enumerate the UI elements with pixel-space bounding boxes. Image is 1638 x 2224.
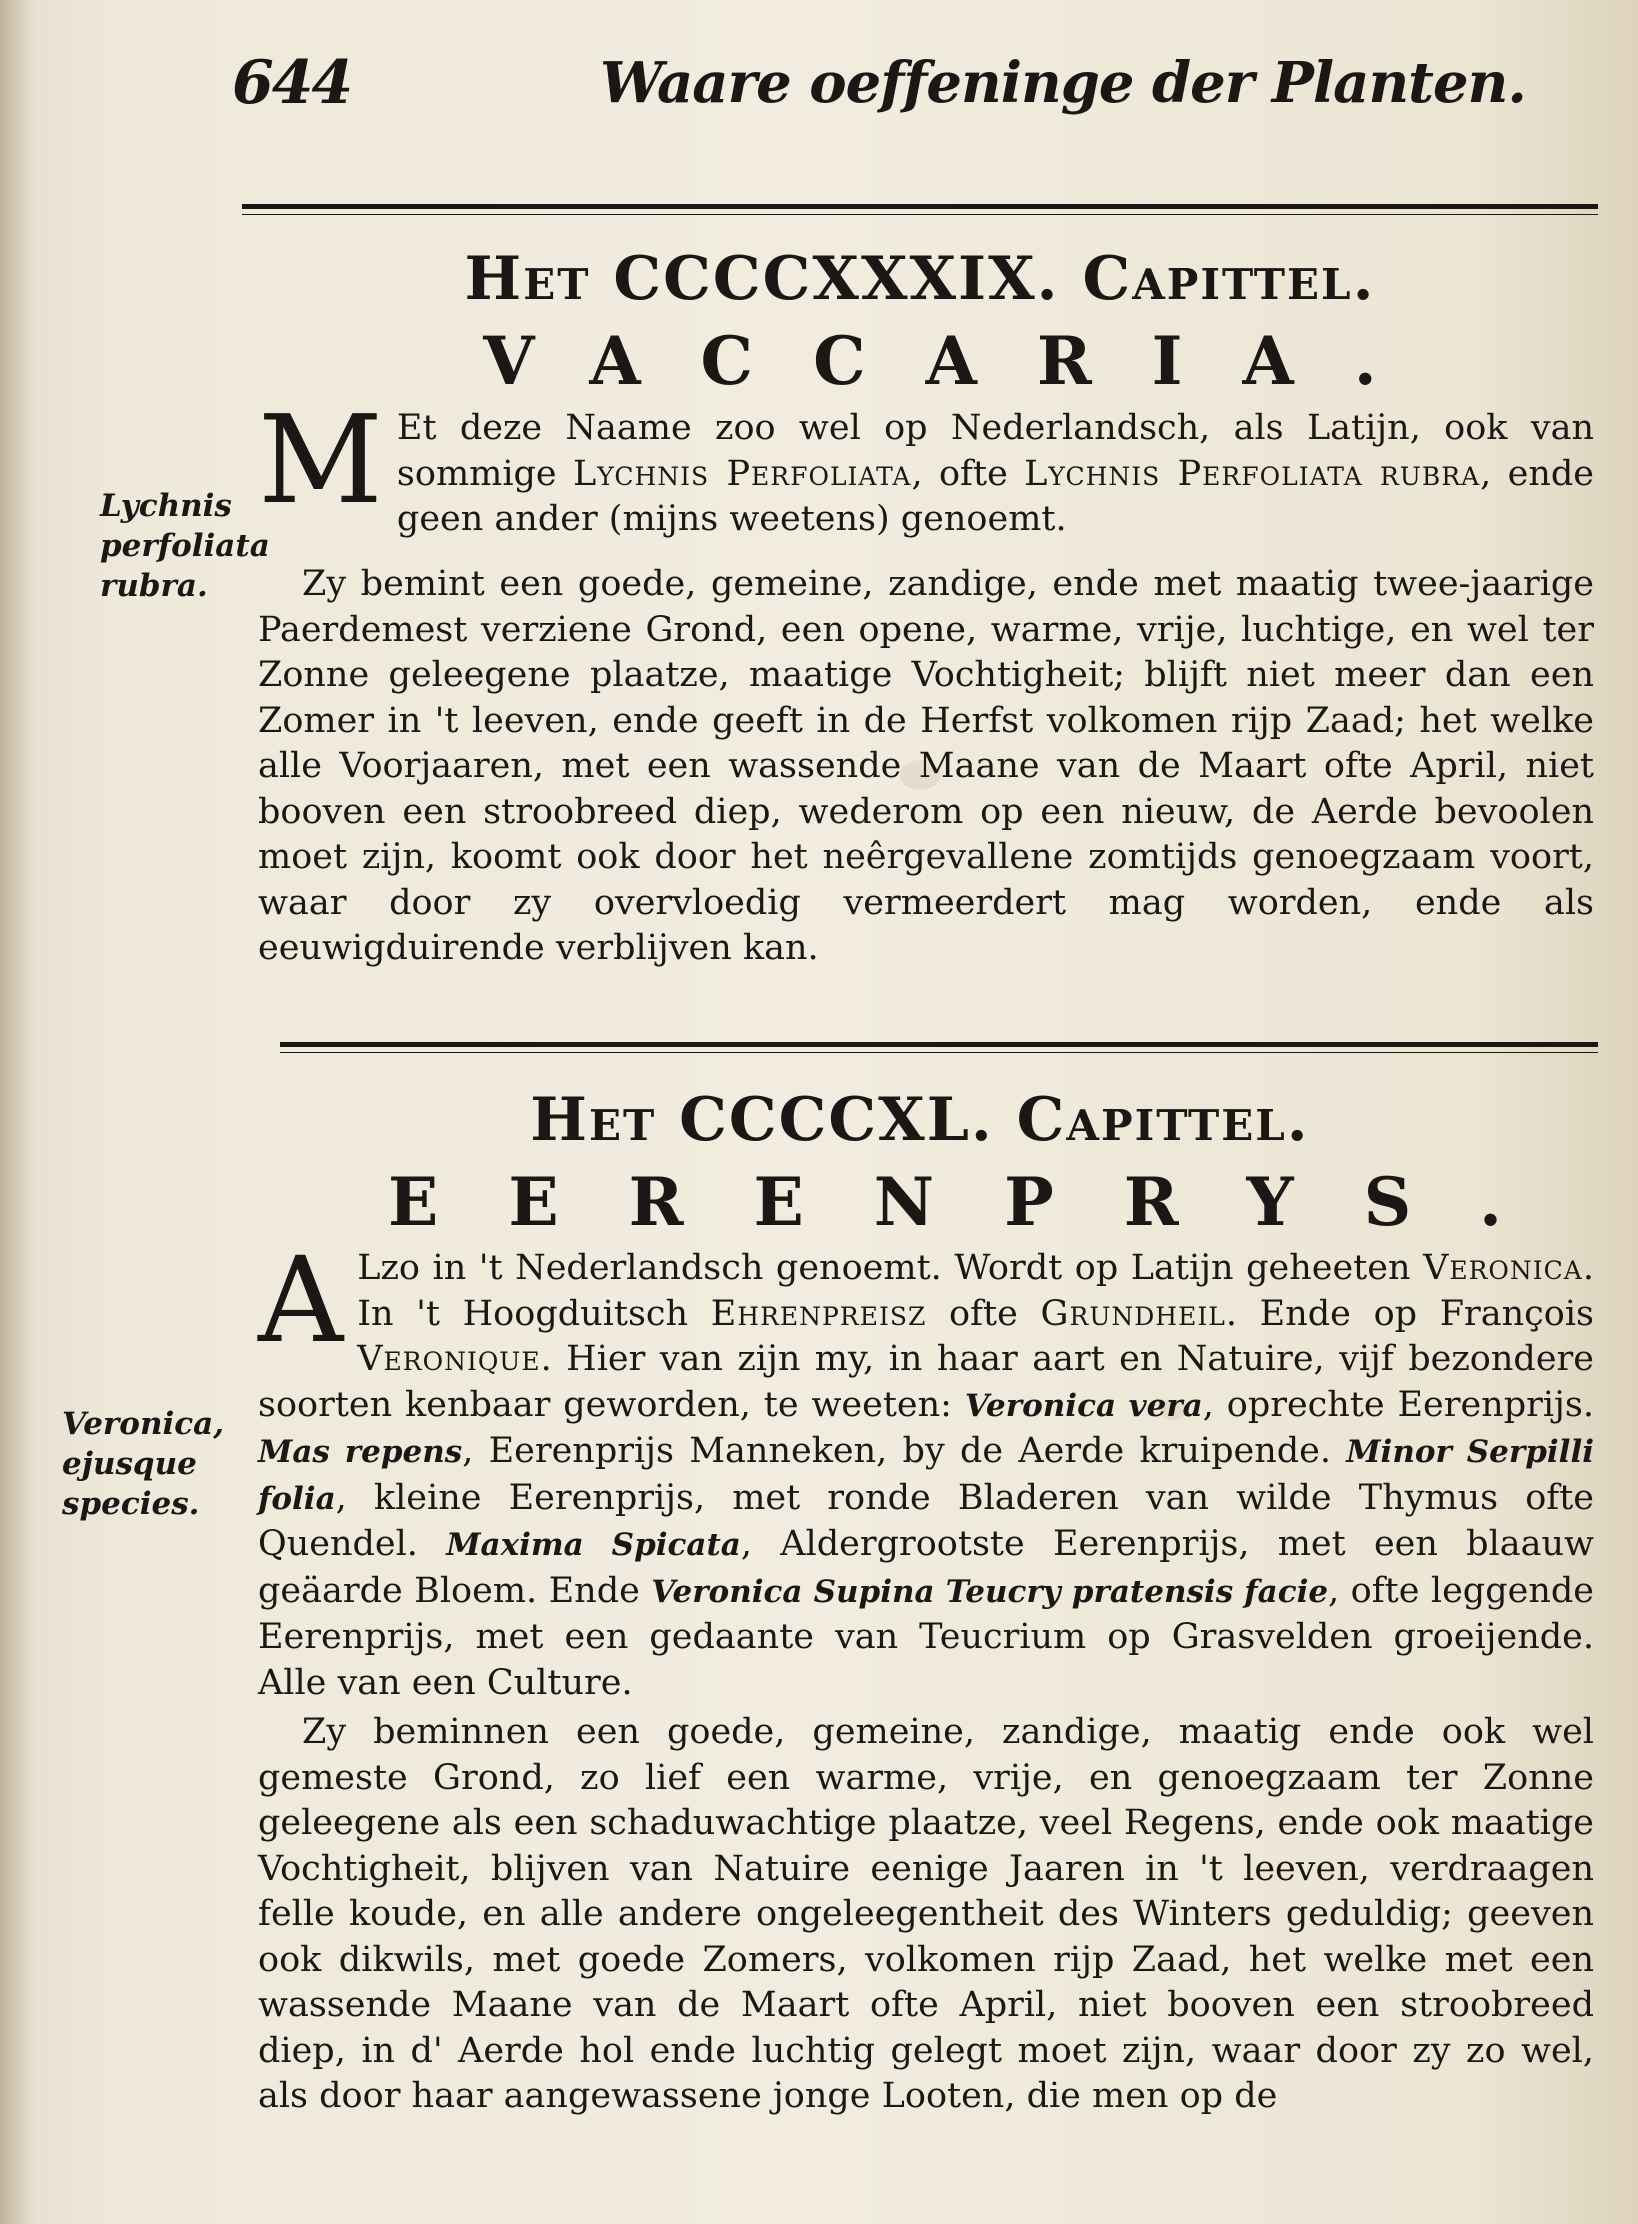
species-name: Mas repens: [258, 1434, 463, 1470]
latin-name: Lychnis Perfoliata rubra: [1024, 453, 1481, 494]
chapter-name: EERENPRYS.: [388, 1163, 1572, 1241]
paragraph-text: , Aldergrootste Eerenprijs, met een blaauw geäarde Bloem. Ende: [258, 1524, 1595, 1611]
paragraph-text: , ende geen ander (mijns weetens) genoemt.: [396, 453, 1595, 539]
page-gutter: [0, 0, 34, 2224]
paragraph: [258, 389, 1595, 543]
paragraph-text: . Ende op François: [1225, 1293, 1594, 1334]
paragraph-text: Et deze Naame zoo wel op Nederlandsch, als Latijn, ook van sommige: [396, 408, 1594, 494]
species-name: Veronica Supina Teucry pratensis facie: [651, 1573, 1329, 1610]
running-title: Waare oeffeninge der Planten.: [600, 50, 1526, 116]
latin-name: Veronica: [1423, 1248, 1583, 1288]
paragraph-text: , kleine Eerenprijs, met ronde Bladeren van wilde Thymus ofte Quendel.: [258, 1477, 1594, 1564]
header-rule: [242, 204, 1598, 215]
paragraph-text: , ofte: [911, 453, 1025, 494]
margin-note: Lychnis perfoliata rubra.: [100, 488, 270, 604]
latin-name: Lychnis Perfoliata: [573, 453, 912, 494]
paragraph: [258, 1231, 1595, 1706]
paragraph: [258, 1710, 1594, 2120]
paragraph-text: Zy beminnen een goede, gemeine, zandige, maatig ende ook wel gemeste Grond, zo lief een warme, vrije, en genoegzaam ter Zonne geleegene als een schaduwachtige plaatze, veel Regens, ende ook maatige Vochtigheit, blijven van Natuire eenige Jaaren in 't leeven, verdraagen felle koude, en alle andere ongeleegentheit des Winters geduldig; geeven ook dikwils, met goede Zomers, volkomen rijp Zaad, het welke met een wassende Maane van de Maart ofte April, niet booven een stroobreed diep, in d' Aerde hol ende luchtig gelegt moet zijn, waar door zy zo wel, als door haar aangewassene jonge Looten, die men op de: [258, 1712, 1594, 2116]
paragraph-text: , ofte leggende Eerenprijs, met een gedaante van Teucrium op Grasvelden groeijende. Alle van een Culture.: [258, 1570, 1594, 1703]
paragraph-text: ofte: [926, 1293, 1041, 1334]
french-name: Veronique: [357, 1339, 541, 1379]
species-name: Veronica vera: [964, 1387, 1203, 1424]
paragraph: [258, 562, 1594, 972]
paragraph-text: Lzo in 't Nederlandsch genoemt. Wordt op Latijn geheeten: [357, 1248, 1424, 1288]
german-name: Grundheil: [1040, 1293, 1226, 1334]
drop-cap: M: [258, 389, 383, 531]
paragraph-text: . Hier van zijn my, in haar aart en Natuire, vijf bezondere soorten kenbaar geworden, te weeten:: [258, 1339, 1594, 1425]
margin-note: Veronica, ejusque species.: [62, 1406, 225, 1522]
species-name: Minor Serpilli folia: [258, 1434, 1595, 1517]
chapter-title: Het CCCCXL. Capittel.: [530, 1085, 1310, 1155]
section-rule: [280, 1042, 1598, 1053]
chapter-title: Het CCCCXXXIX. Capittel.: [464, 244, 1376, 314]
drop-cap: A: [258, 1231, 344, 1369]
paragraph-text: , Eerenprijs Manneken, by de Aerde kruipende.: [462, 1431, 1347, 1471]
paragraph-text: , oprechte Eerenprijs.: [1202, 1384, 1594, 1425]
paragraph-text: . In 't Hoogduitsch: [357, 1248, 1594, 1334]
page-header: [232, 48, 1526, 120]
page-number: 644: [232, 48, 352, 118]
german-name: Ehrenpreisz: [710, 1293, 927, 1334]
chapter-name: VACCARIA.: [483, 322, 1437, 400]
paragraph-text: Zy bemint een goede, gemeine, zandige, ende met maatig twee-jaarige Paerdemest verziene Grond, een opene, warme, vrije, luchtige, en wel ter Zonne geleegene plaatze, maatige Vochtigheit; blijft niet meer dan een Zomer in 't leeven, ende geeft in de Herfst volkomen rijp Zaad; het welke alle Voorjaaren, met een wassende Maane van de Maart ofte April, niet booven een stroobreed diep, wederom op een nieuw, de Aerde bevoolen moet zijn, koomt ook door het neêrgevallene zomtijds genoegzaam voort, waar door zy overvloedig vermeerdert mag worden, ende als eeuwigduirende verblijven kan.: [258, 564, 1594, 968]
species-name: Maxima Spicata: [446, 1527, 741, 1563]
